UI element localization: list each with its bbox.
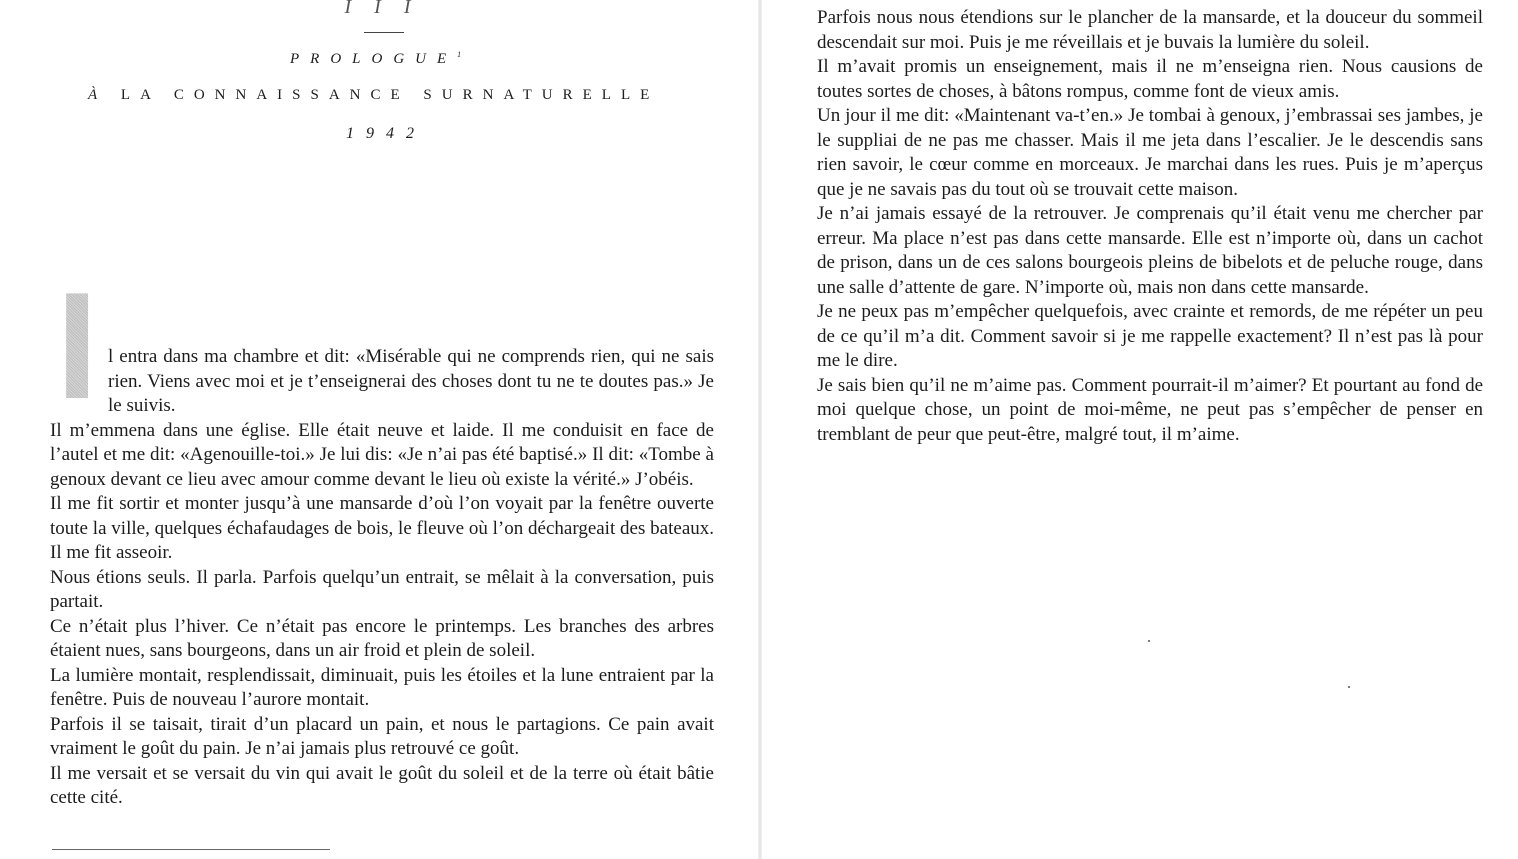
paragraph: Parfois nous nous étendions sur le plancher de la mansarde, et la douceur du sommeil descendait sur moi. Puis je me réveillais et je buvais la lumière du soleil.: [817, 7, 1483, 53]
paragraph: La lumière montait, resplendissait, diminuait, puis les étoiles et la lune entraient par la fenêtre. Puis de nouveau l’aurore montait.: [50, 664, 714, 710]
chapter-rule: [364, 32, 404, 33]
footnote-rule: [52, 849, 330, 850]
subtitle-prefix: À: [88, 87, 108, 103]
chapter-number: I I I: [344, 0, 420, 18]
paragraph: Un jour il me dit: «Maintenant va-t’en.» Je tombai à genoux, j’embrassai ses jambes, je le suppliai de ne pas me chasser. Mais il me jeta dans l’escalier. Je le descendis sans rien savoir, le cœur comme en morceaux. Je marchai dans les rues. Puis je m’aperçus que je ne savais pas du tout où se trouvait cette maison.: [817, 105, 1483, 200]
scan-speck: [1348, 686, 1350, 688]
paragraph: Je sais bien qu’il ne m’aime pas. Comment pourrait-il m’aimer? Et pourtant au fond de moi quelque chose, un point de moi-même, ne peut pas s’empêcher de penser en tremblant de peur que peut-être, malgré tout, il m’aime.: [817, 374, 1483, 445]
paragraph-text: l entra dans ma chambre et dit: «Misérable qui ne comprends rien, qui ne sais rien. Viens avec moi et je t’enseignerai des choses dont tu ne te doutes pas.» Je le suivis.: [108, 346, 714, 416]
paragraph: Ce n’était plus l’hiver. Ce n’était pas encore le printemps. Les branches des arbres étaient nues, sans bourgeons, dans un air froid et plein de soleil.: [50, 615, 714, 661]
paragraph: Je n’ai jamais essayé de la retrouver. Je comprenais qu’il était venu me chercher par erreur. Ma place n’est pas dans cette mansarde. Elle est n’importe où, dans un cachot de prison, dans un de ces salons bourgeois pleins de bibelots et de peluche rouge, dans une salle d’attente de gare. N’importe où, mais non dans cette mansarde.: [817, 203, 1483, 298]
footnote-marker: 1: [457, 50, 462, 59]
left-body-text: [50, 261, 714, 811]
drop-cap: I: [56, 287, 104, 415]
left-page: [0, 0, 758, 859]
year: 1942: [346, 125, 426, 142]
paragraph: Je ne peux pas m’empêcher quelquefois, avec crainte et remords, de me répéter un peu de ce qu’il m’a dit. Comment savoir si je me rappelle exactement? Il n’est pas là pour me le dire.: [817, 301, 1483, 371]
right-page: [762, 0, 1518, 859]
paragraph: Il m’avait promis un enseignement, mais il ne m’enseigna rien. Nous causions de toutes sortes de choses, à bâtons rompus, comme font de vieux amis.: [817, 56, 1483, 102]
prologue-title: [290, 50, 461, 68]
scan-speck: [1148, 640, 1150, 642]
paragraph: Il m’emmena dans une église. Elle était neuve et laide. Il me conduisit en face de l’autel et me dit: «Agenouille-toi.» Je lui dis: «Je n’ai pas été baptisé.» Il dit: «Tombe à genoux devant ce lieu avec amour comme devant le lieu où existe la vérité.» J’obéis.: [50, 419, 714, 490]
subtitle: [88, 87, 678, 104]
paragraph: Nous étions seuls. Il parla. Parfois quelqu’un entrait, se mêlait à la conversation, puis partait.: [50, 566, 714, 612]
paragraph: Il me fit sortir et monter jusqu’à une mansarde d’où l’on voyait par la fenêtre ouverte toute la ville, quelques échafaudages de bois, le fleuve où l’on déchargeait des bateaux. Il me fit asseoir.: [50, 493, 714, 563]
prologue-title-text: PROLOGUE: [290, 51, 458, 67]
paragraph: Il me versait et se versait du vin qui avait le goût du soleil et de la terre où était bâtie cette cité.: [50, 762, 714, 808]
right-body-text: [817, 6, 1483, 447]
paragraph: [50, 261, 714, 431]
paragraph: Parfois il se taisait, tirait d’un placard un pain, et nous le partagions. Ce pain avait vraiment le goût du pain. Je n’ai jamais plus retrouvé ce goût.: [50, 713, 714, 759]
subtitle-text: LA CONNAISSANCE SURNATURELLE: [120, 87, 660, 103]
